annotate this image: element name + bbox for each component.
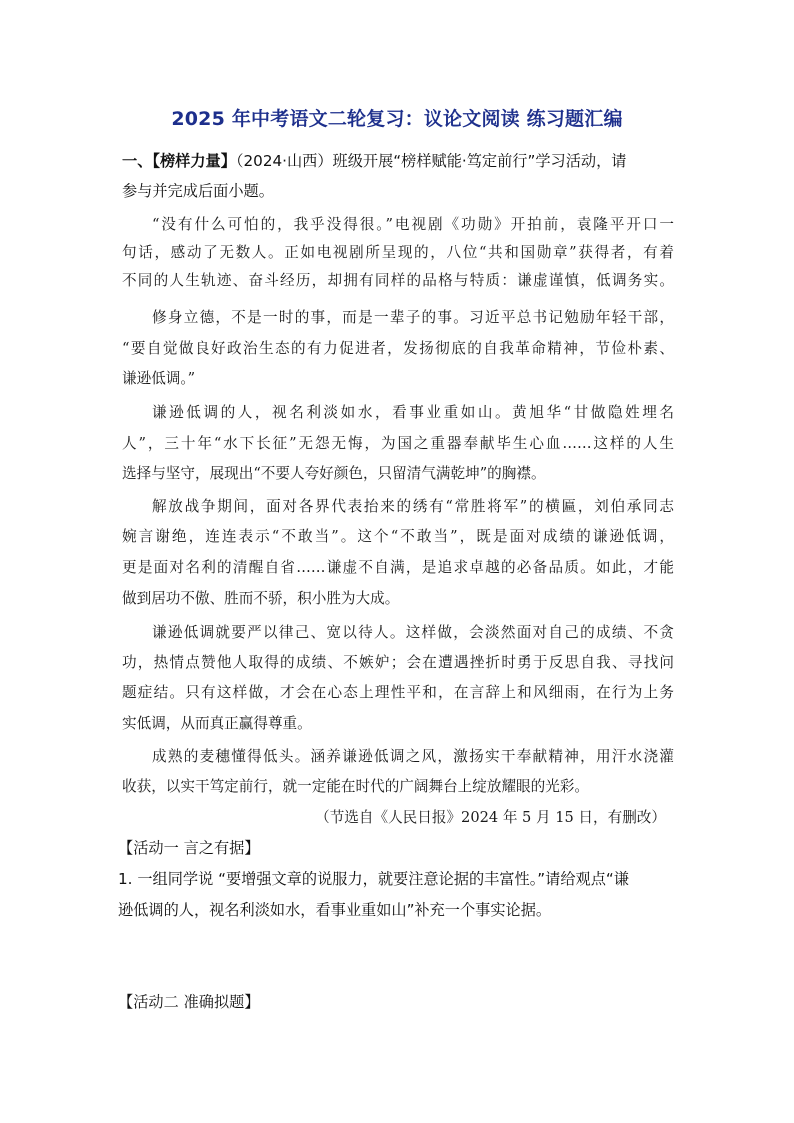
intro-line-1 [122, 150, 626, 171]
passage-p4-line-2: 婉言谢绝，连连表示“不敢当”。这个“不敢当”，既是面对成绩的谦逊低调， [122, 528, 674, 545]
passage-p4-line-4: 做到居功不傲、胜而不骄，积小胜为大成。 [122, 590, 400, 607]
intro-line-2: 参与并完成后面小题。 [122, 182, 274, 200]
passage-p5-line-1: 谦逊低调就要严以律己、宽以待人。这样做，会淡然面对自己的成绩、不贪 [152, 624, 674, 641]
passage-p3-line-3: 选择与坚守，展现出“不要人夸好颜色，只留清气满乾坤”的胸襟。 [122, 465, 546, 482]
passage-p4-line-1: 解放战争期间，面对各界代表抬来的绣有“常胜将军”的横匾，刘伯承同志 [152, 498, 674, 515]
passage-p1-line-3: 不同的人生轨迹、奋斗经历，却拥有同样的品格与特质：谦虚谨慎，低调务实。 [122, 272, 674, 289]
passage-p3-line-1: 谦逊低调的人，视名利淡如水，看事业重如山。黄旭华“甘做隐姓埋名 [152, 404, 674, 421]
question-1-line-1: 1. 一组同学说 “要增强文章的说服力，就要注意论据的丰富性。”请给观点“谦 [118, 870, 629, 888]
intro-prefix: 一、【榜样力量】 [122, 152, 236, 170]
document-title: 2025 年中考语文二轮复习：议论文阅读 练习题汇编 [171, 108, 623, 130]
passage-p5-line-4: 实低调，从而真正赢得尊重。 [122, 715, 312, 732]
source-citation: （节选自《人民日报》2024 年 5 月 15 日，有删改） [315, 809, 666, 826]
passage-p5-line-2: 功，热情点赞他人取得的成绩、不嫉妒；会在遭遇挫折时勇于反思自我、寻找问 [122, 654, 674, 671]
passage-p3-line-2: 人”，三十年“水下长征”无怨无悔，为国之重器奉献毕生心血……这样的人生 [122, 435, 674, 452]
activity2-heading: 【活动二 准确拟题】 [118, 993, 260, 1011]
passage-p4-line-3: 更是面对名利的清醒自省……谦虚不自满，是追求卓越的必备品质。如此，才能 [122, 559, 674, 576]
passage-p2-line-1: 修身立德，不是一时的事，而是一辈子的事。习近平总书记勉励年轻干部， [152, 309, 674, 326]
activity1-heading: 【活动一 言之有据】 [118, 839, 260, 857]
passage-p2-line-2: “要自觉做良好政治生态的有力促进者，发扬彻底的自我革命精神，节俭朴素、 [122, 340, 674, 357]
intro-line-1-text: （2024·山西）班级开展“榜样赋能·笃定前行”学习活动，请 [235, 152, 627, 170]
passage-p5-line-3: 题症结。只有这样做，才会在心态上理性平和，在言辞上和风细雨，在行为上务 [122, 684, 674, 701]
question-1-line-2: 逊低调的人，视名利淡如水，看事业重如山”补充一个事实论据。 [118, 901, 552, 919]
passage-p2-line-3: 谦逊低调。” [122, 370, 196, 387]
passage-p1-line-2: 句话，感动了无数人。正如电视剧所呈现的，八位“共和国勋章”获得者，有着 [122, 244, 674, 261]
passage-p1-line-1: “没有什么可怕的，我乎没得很。”电视剧《功勋》开拍前，袁隆平开口一 [152, 216, 674, 233]
passage-p6-line-1: 成熟的麦穗懂得低头。涵养谦逊低调之风，激扬实干奉献精神，用汗水浇灌 [152, 748, 674, 765]
passage-p6-line-2: 收获，以实干笃定前行，就一定能在时代的广阔舞台上绽放耀眼的光彩。 [122, 778, 590, 795]
